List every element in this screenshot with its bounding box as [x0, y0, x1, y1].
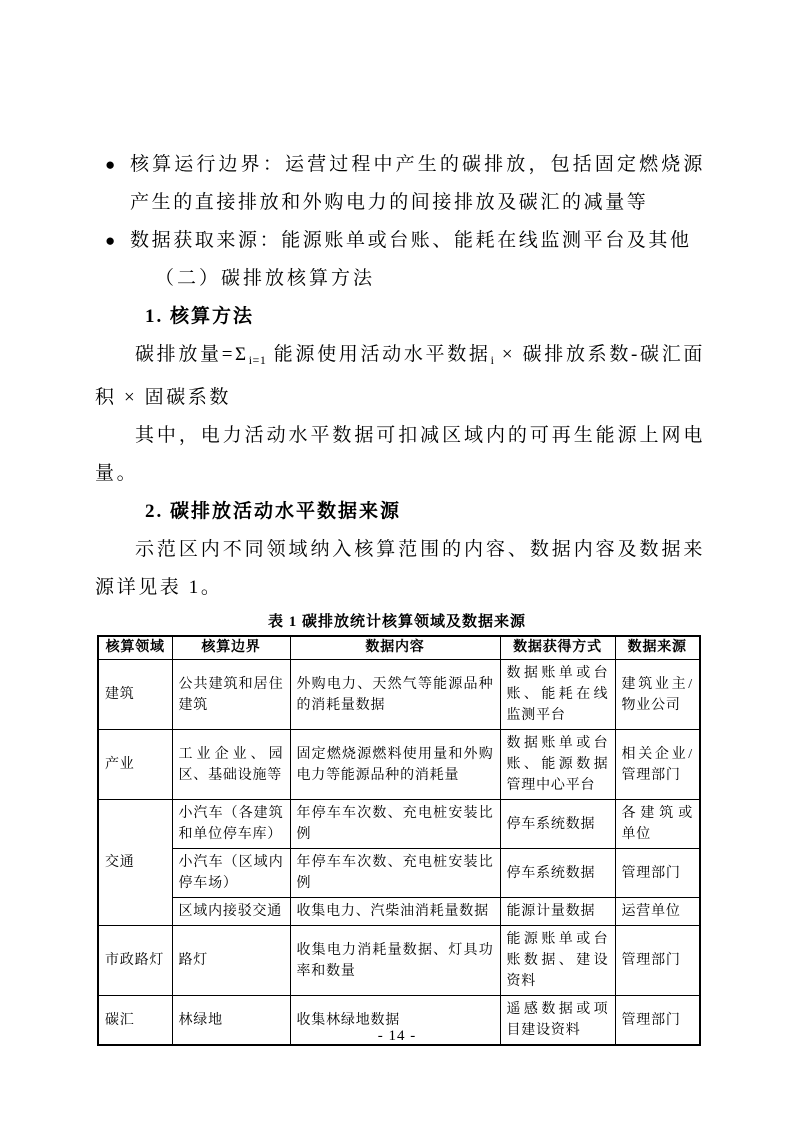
cell-method: 遥感数据或项目建设资料 — [500, 996, 615, 1046]
cell-area: 建筑 — [98, 660, 172, 730]
table-row-transport-1 — [98, 800, 700, 849]
formula-term-subscript: i — [490, 353, 495, 367]
cell-area: 交通 — [98, 800, 172, 926]
table-header — [98, 636, 700, 660]
formula-rhs: × 碳排放系数-碳汇面积 × 固碳系数 — [95, 344, 706, 408]
bullet-text: 核算运行边界：运营过程中产生的碳排放，包括固定燃烧源产生的直接排放和外购电力的间接排放及碳汇的减量等 — [130, 154, 705, 213]
cell-source: 管理部门 — [615, 996, 700, 1046]
cell-content: 外购电力、天然气等能源品种的消耗量数据 — [290, 660, 500, 730]
cell-method: 数据账单或台账、能源数据管理中心平台 — [500, 730, 615, 800]
cell-boundary: 公共建筑和居住建筑 — [172, 660, 290, 730]
cell-content: 固定燃烧源燃料使用量和外购电力等能源品种的消耗量 — [290, 730, 500, 800]
cell-content: 收集电力、汽柴油消耗量数据 — [290, 898, 500, 926]
cell-content: 收集林绿地数据 — [290, 996, 500, 1046]
cell-content: 年停车车次数、充电桩安装比例 — [290, 849, 500, 898]
bullet-item-operating-boundary — [95, 146, 705, 222]
cell-content: 年停车车次数、充电桩安装比例 — [290, 800, 500, 849]
cell-source: 各建筑或单位 — [615, 800, 700, 849]
table-row-building — [98, 660, 700, 730]
bullet-icon: ● — [105, 231, 116, 250]
heading-data-source: 2. 碳排放活动水平数据来源 — [145, 501, 402, 522]
table-row-transport-3 — [98, 898, 700, 926]
cell-area: 市政路灯 — [98, 926, 172, 996]
formula-sigma-subscript: i=1 — [248, 353, 267, 367]
cell-method: 能源账单或台账数据、建设资料 — [500, 926, 615, 996]
cell-source: 相关企业/管理部门 — [615, 730, 700, 800]
cell-source: 运营单位 — [615, 898, 700, 926]
heading-method: 1. 核算方法 — [145, 306, 255, 327]
bullet-icon: ● — [105, 155, 116, 174]
formula-paragraph — [95, 336, 705, 417]
table-caption: 表 1 碳排放统计核算领域及数据来源 — [267, 614, 526, 630]
formula-term: 能源使用活动水平数据 — [266, 344, 491, 365]
cell-boundary: 区域内接驳交通 — [172, 898, 290, 926]
cell-boundary: 路灯 — [172, 926, 290, 996]
table-row-transport-2 — [98, 849, 700, 898]
cell-method: 停车系统数据 — [500, 800, 615, 849]
column-header-method: 数据获得方式 — [500, 636, 615, 660]
cell-source: 管理部门 — [615, 849, 700, 898]
document-content — [95, 146, 705, 1046]
subsection-title: （二）碳排放核算方法 — [155, 268, 376, 289]
table-row-streetlight — [98, 926, 700, 996]
cell-source: 建筑业主/物业公司 — [615, 660, 700, 730]
cell-area: 产业 — [98, 730, 172, 800]
bullet-item-data-source — [95, 222, 705, 260]
column-header-content: 数据内容 — [290, 636, 500, 660]
cell-boundary: 工业企业、园区、基础设施等 — [172, 730, 290, 800]
column-header-area: 核算领域 — [98, 636, 172, 660]
table-row-industry — [98, 730, 700, 800]
cell-method: 数据账单或台账、能耗在线监测平台 — [500, 660, 615, 730]
cell-area: 碳汇 — [98, 996, 172, 1046]
cell-content: 收集电力消耗量数据、灯具功率和数量 — [290, 926, 500, 996]
page-number: - 14 - — [377, 1028, 417, 1044]
column-header-boundary: 核算边界 — [172, 636, 290, 660]
bullet-text: 数据获取来源：能源账单或台账、能耗在线监测平台及其他 — [130, 230, 692, 251]
column-header-source: 数据来源 — [615, 636, 700, 660]
cell-method: 停车系统数据 — [500, 849, 615, 898]
emissions-data-table — [97, 635, 701, 1046]
cell-boundary: 小汽车（区域内停车场） — [172, 849, 290, 898]
paragraph-intro: 示范区内不同领域纳入核算范围的内容、数据内容及数据来源详见表 1。 — [95, 539, 705, 598]
table-body — [98, 660, 700, 1046]
cell-source: 管理部门 — [615, 926, 700, 996]
formula-lhs: 碳排放量=Σ — [135, 344, 249, 365]
cell-method: 能源计量数据 — [500, 898, 615, 926]
cell-boundary: 林绿地 — [172, 996, 290, 1046]
table-header-row — [98, 636, 700, 660]
cell-boundary: 小汽车（各建筑和单位停车库） — [172, 800, 290, 849]
paragraph-note: 其中，电力活动水平数据可扣减区域内的可再生能源上网电量。 — [95, 425, 705, 484]
